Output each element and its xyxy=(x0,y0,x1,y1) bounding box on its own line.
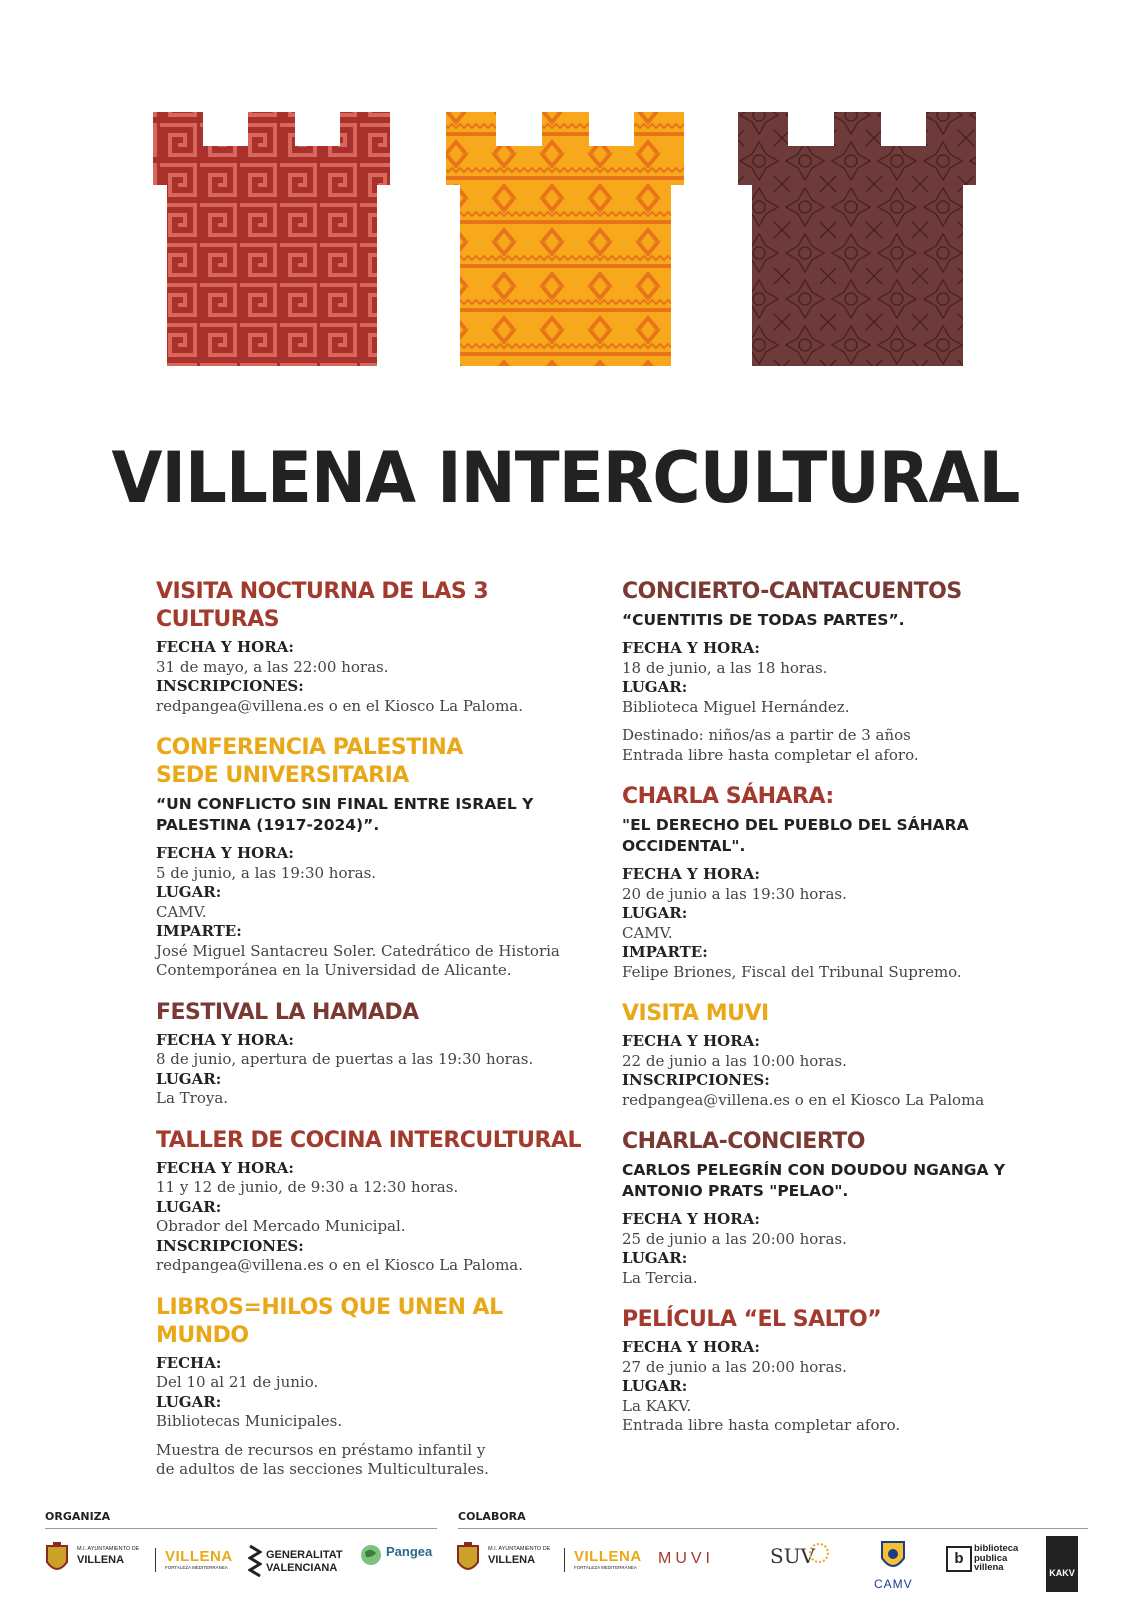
field-value: redpangea@villena.es o en el Kiosco La Paloma xyxy=(622,1090,985,1109)
event-note: Destinado: niños/as a partir de 3 años Entrada libre hasta completar el aforo. xyxy=(622,726,919,764)
tower-red xyxy=(153,112,390,366)
colabora-label: COLABORA xyxy=(458,1510,526,1523)
field-label: LUGAR: xyxy=(622,904,688,922)
field-value: 8 de junio, apertura de puertas a las 19:30 horas. xyxy=(156,1050,534,1068)
event-subtitle: “CUENTITIS DE TODAS PARTES”. xyxy=(622,611,905,629)
field-value: 11 y 12 de junio, de 9:30 a 12:30 horas. xyxy=(156,1178,459,1196)
event-subtitle: CARLOS PELEGRÍN CON DOUDOU NGANGA Y ANTONIO PRATS "PELAO". xyxy=(622,1161,1006,1200)
event-block xyxy=(156,1294,596,1480)
sponsor-footer: ORGANIZA COLABORA M.I. AYUNTAMIENTO DE VILLENA VILLENA FORTALEZA MEDITERRÁNEA GENERALITAT VALENCIANA Pangea M.I. AYUNTAMIENTO DE VILLENA VILLENA FORTALEZA MEDITERRÁNEA MUVI SUV CAMV b biblioteca publica villena KAKV xyxy=(0,1510,1131,1600)
event-block xyxy=(622,578,1022,765)
field-value: La KAKV. xyxy=(622,1396,692,1415)
tower-yellow xyxy=(446,112,684,366)
field-value: Biblioteca Miguel Hernández. xyxy=(622,697,850,716)
field-label: FECHA Y HORA: xyxy=(156,638,294,656)
event-block xyxy=(156,999,596,1109)
event-title: FESTIVAL LA HAMADA xyxy=(156,999,419,1025)
field-label: LUGAR: xyxy=(156,1197,222,1216)
field-value: 31 de mayo, a las 22:00 horas. xyxy=(156,657,389,676)
field-value: redpangea@villena.es o en el Kiosco La Paloma. xyxy=(156,1256,524,1274)
event-block xyxy=(622,783,1022,982)
villena-brand-logo: VILLENA FORTALEZA MEDITERRÁNEA xyxy=(165,1548,233,1570)
event-block xyxy=(156,734,596,981)
field-label: FECHA Y HORA: xyxy=(156,1158,294,1177)
field-label: LUGAR: xyxy=(622,1249,688,1267)
field-value: 18 de junio, a las 18 horas. xyxy=(622,658,828,677)
event-title: PELÍCULA “EL SALTO” xyxy=(622,1307,882,1332)
muvi-logo: MUVI xyxy=(658,1550,714,1567)
event-title: CHARLA SÁHARA: xyxy=(622,784,834,809)
pangea-logo: Pangea xyxy=(360,1544,382,1571)
field-value: José Miguel Santacreu Soler. Catedrático de Historia Contemporánea en la Universidad de Alicante. xyxy=(156,941,560,979)
event-block xyxy=(156,1127,596,1276)
field-value: CAMV. xyxy=(622,923,673,942)
field-value: 22 de junio a las 10:00 horas. xyxy=(622,1051,847,1070)
field-label: LUGAR: xyxy=(156,1392,222,1411)
field-value: La Troya. xyxy=(156,1089,229,1107)
generalitat-logo: GENERALITAT VALENCIANA xyxy=(248,1544,262,1583)
field-value: 5 de junio, a las 19:30 horas. xyxy=(156,863,377,882)
field-label: LUGAR: xyxy=(156,883,222,901)
field-value: 20 de junio a las 19:30 horas. xyxy=(622,884,847,903)
field-label: IMPARTE: xyxy=(156,922,242,940)
event-title: LIBROS=HILOS QUE UNEN AL MUNDO xyxy=(156,1294,503,1348)
event-title: CONCIERTO-CANTACUENTOS xyxy=(622,579,962,604)
field-value: La Tercia. xyxy=(622,1268,698,1287)
field-label: FECHA Y HORA: xyxy=(156,1030,294,1049)
event-tail-note: Entrada libre hasta completar aforo. xyxy=(622,1416,901,1434)
field-label: INSCRIPCIONES: xyxy=(622,1071,770,1089)
field-value: Felipe Briones, Fiscal del Tribunal Supremo. xyxy=(622,962,962,981)
field-label: FECHA: xyxy=(156,1353,222,1372)
logo-separator xyxy=(155,1548,156,1572)
sun-icon xyxy=(804,1538,834,1568)
ayuntamiento-logo-2: M.I. AYUNTAMIENTO DE VILLENA xyxy=(456,1542,480,1581)
field-label: INSCRIPCIONES: xyxy=(156,1236,304,1255)
generalitat-icon xyxy=(248,1544,262,1578)
crest-icon xyxy=(456,1542,480,1576)
field-label: FECHA Y HORA: xyxy=(622,1032,760,1050)
event-title: VISITA NOCTURNA DE LAS 3 CULTURAS xyxy=(156,579,489,632)
globe-icon xyxy=(360,1544,382,1566)
event-block xyxy=(622,1128,1022,1288)
field-label: LUGAR: xyxy=(156,1069,222,1088)
kakv-logo: KAKV xyxy=(1046,1536,1078,1592)
right-event-column xyxy=(622,578,1022,1454)
event-block xyxy=(156,578,596,716)
organiza-label: ORGANIZA xyxy=(45,1510,111,1523)
villena-brand-logo-2: VILLENA FORTALEZA MEDITERRÁNEA xyxy=(574,1548,642,1570)
field-value: CAMV. xyxy=(156,902,207,921)
field-value: 25 de junio a las 20:00 horas. xyxy=(622,1229,847,1248)
field-label: FECHA Y HORA: xyxy=(622,1338,760,1356)
field-label: IMPARTE: xyxy=(622,943,708,961)
organiza-divider xyxy=(45,1528,437,1529)
ayuntamiento-logo: M.I. AYUNTAMIENTO DE VILLENA xyxy=(45,1542,69,1581)
field-label: LUGAR: xyxy=(622,1377,688,1395)
field-value: Obrador del Mercado Municipal. xyxy=(156,1217,406,1235)
field-label: LUGAR: xyxy=(622,678,688,696)
logo-separator-2 xyxy=(564,1548,565,1572)
tower-brown xyxy=(738,112,976,366)
field-value: Del 10 al 21 de junio. xyxy=(156,1373,319,1391)
field-value: redpangea@villena.es o en el Kiosco La Paloma. xyxy=(156,696,524,715)
field-label: FECHA Y HORA: xyxy=(622,865,760,883)
event-block xyxy=(622,1000,1022,1110)
crest-icon xyxy=(879,1538,907,1574)
page-title: VILLENA INTERCULTURAL xyxy=(111,437,1020,519)
field-label: FECHA Y HORA: xyxy=(156,844,294,862)
event-title: CONFERENCIA PALESTINA SEDE UNIVERSITARIA xyxy=(156,735,463,788)
suv-logo: SUV xyxy=(770,1544,815,1568)
field-label: FECHA Y HORA: xyxy=(622,1210,760,1228)
event-subtitle: “UN CONFLICTO SIN FINAL ENTRE ISRAEL Y PALESTINA (1917-2024)”. xyxy=(156,795,534,834)
event-title: VISITA MUVI xyxy=(622,1001,769,1026)
event-title: CHARLA-CONCIERTO xyxy=(622,1129,865,1154)
field-label: INSCRIPCIONES: xyxy=(156,677,304,695)
field-value: 27 de junio a las 20:00 horas. xyxy=(622,1357,847,1376)
camv-logo: CAMV xyxy=(874,1538,913,1591)
field-value: Bibliotecas Municipales. xyxy=(156,1412,343,1430)
event-note: Muestra de recursos en préstamo infantil y de adultos de las secciones Multiculturales. xyxy=(156,1440,489,1478)
b-icon: b xyxy=(946,1546,972,1572)
tower-emblems xyxy=(0,0,1131,380)
event-subtitle: "EL DERECHO DEL PUEBLO DEL SÁHARA OCCIDENTAL". xyxy=(622,816,969,855)
left-event-column xyxy=(156,578,596,1498)
event-block xyxy=(622,1306,1022,1436)
colabora-divider xyxy=(458,1528,1088,1529)
event-title: TALLER DE COCINA INTERCULTURAL xyxy=(156,1127,582,1153)
crest-icon xyxy=(45,1542,69,1576)
field-label: FECHA Y HORA: xyxy=(622,639,760,657)
